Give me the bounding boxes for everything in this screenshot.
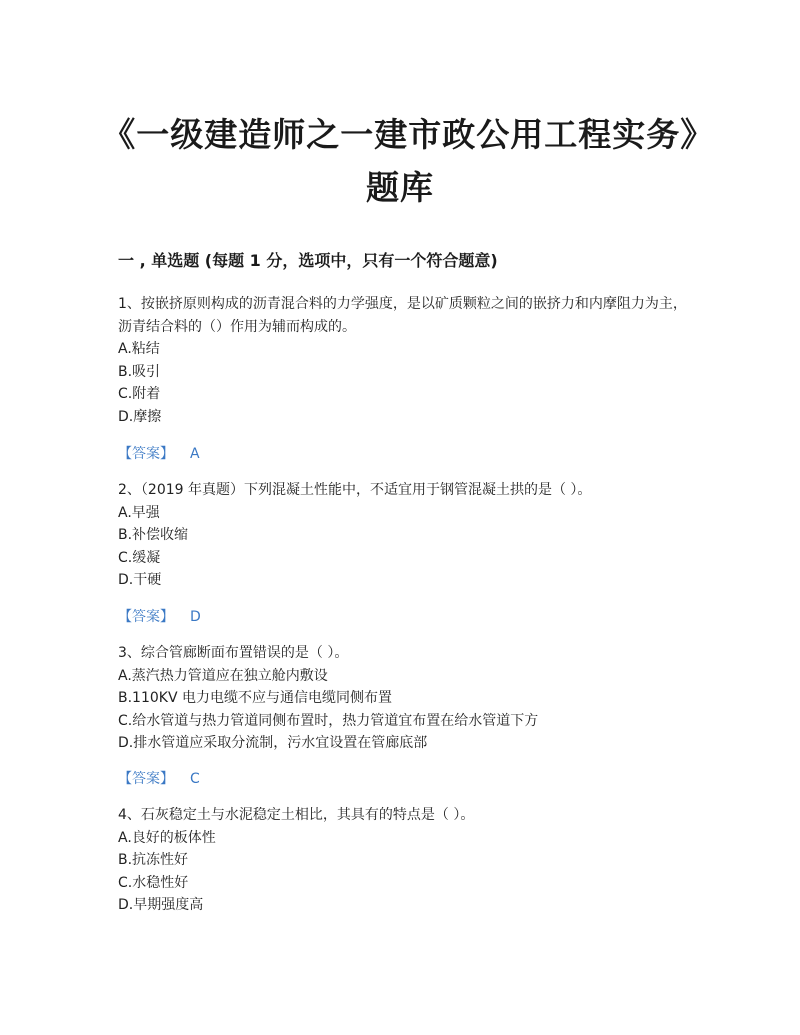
answer-2 — [118, 606, 201, 626]
option-b: B.吸引 — [118, 363, 161, 380]
question-2 — [118, 479, 688, 592]
answer-value: C — [190, 771, 200, 787]
answer-value: D — [190, 609, 201, 625]
question-4 — [118, 804, 688, 917]
answer-1 — [118, 443, 200, 463]
answer-label: 【答案】 — [118, 446, 174, 462]
answer-label: 【答案】 — [118, 609, 174, 625]
question-1 — [118, 293, 688, 428]
option-b: B.110KV 电力电缆不应与通信电缆同侧布置 — [118, 690, 392, 706]
option-d: D.早期强度高 — [118, 897, 204, 913]
option-c: C.缓凝 — [118, 549, 161, 566]
option-b: B.抗冻性好 — [118, 852, 189, 868]
option-d: D.干硬 — [118, 572, 162, 588]
question-text: 4、石灰稳定土与水泥稳定土相比，其具有的特点是（ ）。 — [118, 807, 475, 823]
option-c: C.给水管道与热力管道同侧布置时，热力管道宜布置在给水管道下方 — [118, 712, 539, 729]
option-c: C.附着 — [118, 386, 161, 402]
question-text: 2、（2019 年真题）下列混凝土性能中，不适宜用于钢管混凝土拱的是（ ）。 — [118, 482, 592, 498]
answer-label: 【答案】 — [118, 771, 174, 787]
option-a: A.良好的板体性 — [118, 829, 216, 846]
option-b: B.补偿收缩 — [118, 527, 189, 543]
option-c: C.水稳性好 — [118, 874, 189, 891]
question-3 — [118, 642, 688, 755]
option-d: D.排水管道应采取分流制，污水宜设置在管廊底部 — [118, 735, 428, 751]
option-a: A.粘结 — [118, 341, 160, 357]
answer-3 — [118, 768, 200, 788]
option-d: D.摩擦 — [118, 408, 162, 425]
question-text: 3、综合管廊断面布置错误的是（ ）。 — [118, 645, 349, 661]
option-a: A.蒸汽热力管道应在独立舱内敷设 — [118, 667, 328, 684]
question-text: 1、按嵌挤原则构成的沥青混合料的力学强度，是以矿质颗粒之间的嵌挤力和内摩阻力为主，沥青结合料的（）作用为辅而构成的。 — [118, 296, 687, 335]
page-title: 《一级建造师之一建市政公用工程实务》题库 — [102, 115, 698, 207]
answer-value: A — [190, 446, 200, 462]
section-heading: 一 , 单选题 (每题 1 分，选项中，只有一个符合题意) — [118, 251, 498, 270]
option-a: A.早强 — [118, 504, 160, 521]
